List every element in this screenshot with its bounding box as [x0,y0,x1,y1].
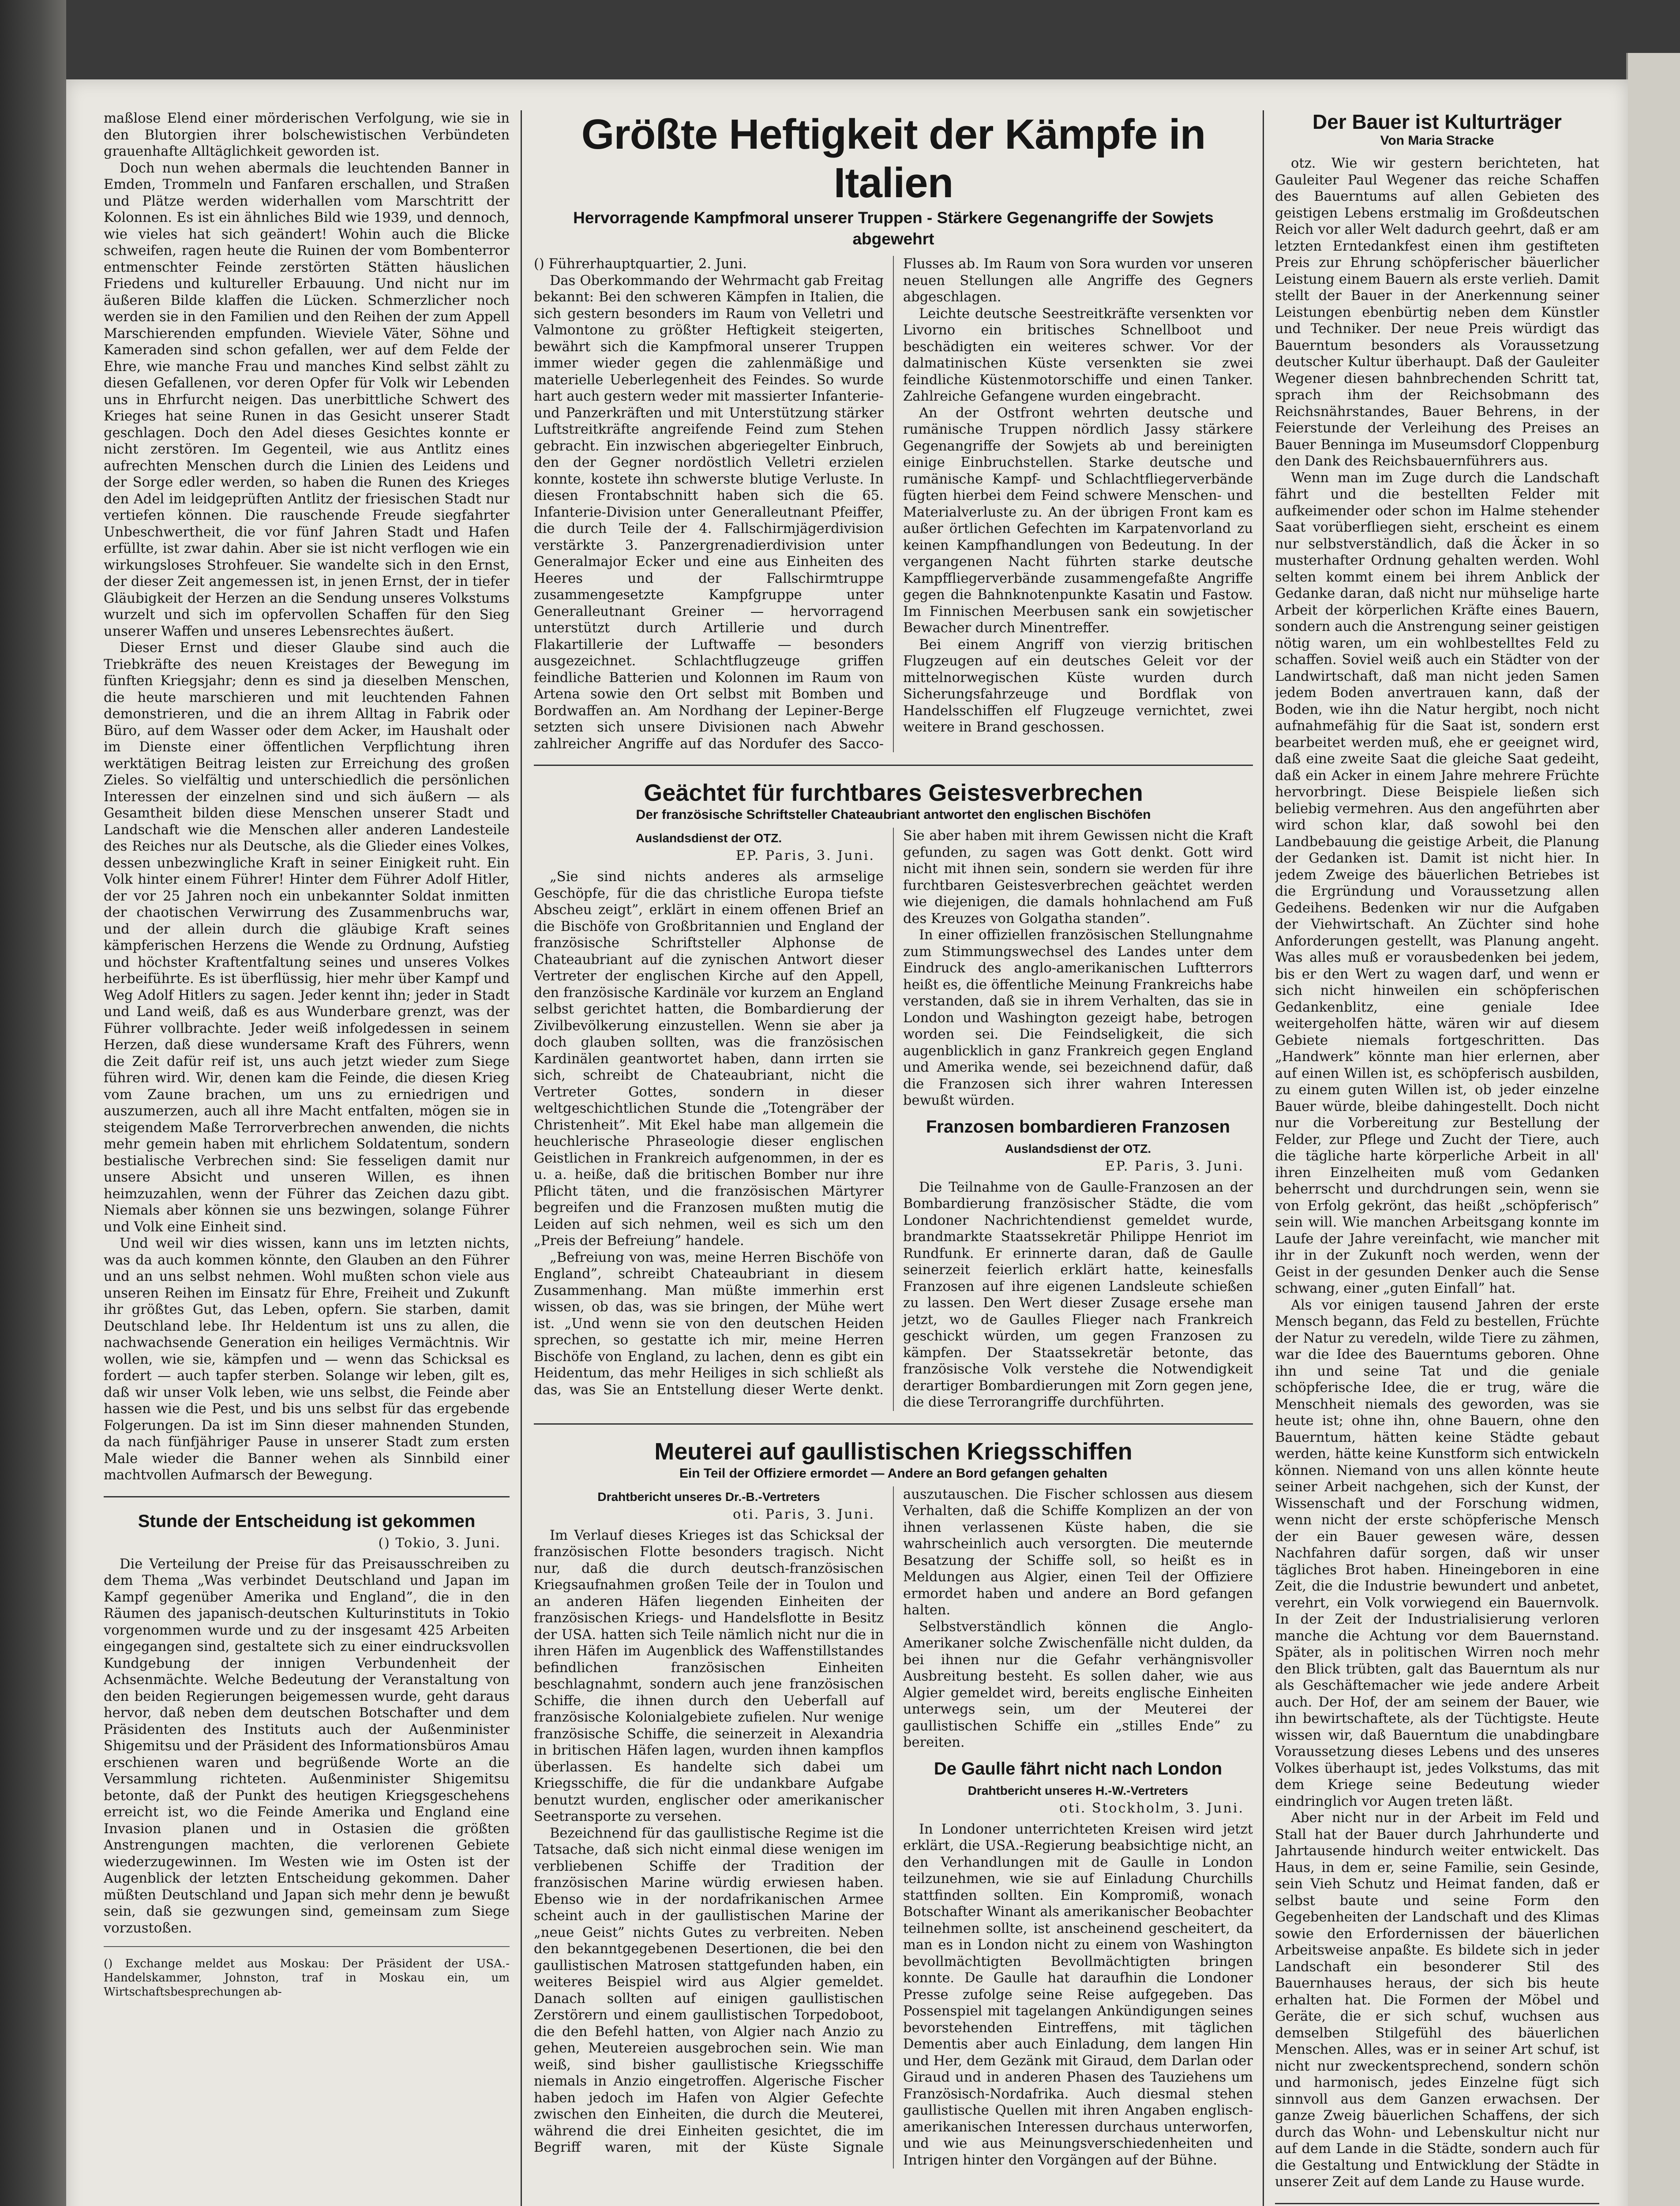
section-divider [104,1496,510,1497]
column-rule [521,110,522,2206]
article-source: Drahtbericht unseres H.-W.-Vertreters [968,1783,1189,1797]
section-divider [534,1423,1253,1425]
article-headline: Meuterei auf gaullistischen Kriegsschiffen [654,1438,1132,1465]
section-divider [1275,2203,1599,2204]
article-paragraph: Das Oberkommando der Wehrmacht gab Freitag bekannt: Bei den schweren Kämpfen in Italien, die sich gestern besonders im Raum von Velletri und Valmontone zu größter Heftigkeit steigerten, bewährt sich die Kampfmoral unserer Truppen immer wieder gegen die zahlenmäßige und materielle Ueberlegenheit des Feindes. So wurde hart auch gestern weder mit massierter Infanterie- und Panzerkräften und mit Unterstützung stärker Luftstreitkräfte angreifende Feind zum Stehen gebracht. Ein inzwischen abgeriegelter Einbruch, den der Gegner nordöstlich Velletri erzielen konnte, kostete ihn schwerste blutige Verluste. In diesen Frontabschnitt haben sich die 65. Infanterie-Division unter Generalleutnant Pfeiffer, die durch Teile der 4. Fallschirmjägerdivision verstärkte 3. Panzergrenadierdivision unter Generalmajor Ecker und eine aus Einheiten des Heeres und der Fallschirmtruppe zusammengesetzte Kampfgruppe unter Generalleutnant Greiner — hervorragend unterstützt durch Artillerie und durch Flakartillerie der Luftwaffe — besonders ausgezeichnet. Schlachtflugzeuge griffen feindliche Batterien und Kolonnen im Raum von Artena sowie den Ort selbst mit Bomben und Bordwaffen an. Am Nordhang der Lepiner-Berge setzten sich unsere Divisionen nach Abwehr zahlreicher Angriffe auf das Nordufer des Sacco-Flusses ab. Im Raum von Sora wurden vor unseren neuen Stellungen alle Angriffe des Gegners abgeschlagen. [534,256,1253,752]
article-subheadline: Der französische Schriftsteller Chateaubriant antwortet den englischen Bischöfen [636,807,1151,822]
article-dateline: EP. Paris, 3. Juni. [1105,1158,1244,1174]
article-paragraph: otz. Wie wir gestern berichteten, hat Gauleiter Paul Wegener das reiche Schaffen des Bauerntums auf allen Gebieten des geistigen Lebens erstmalig im Großdeutschen Reich vor aller Welt dadurch geehrt, daß er am letzten Erntedankfest einen ihm gestifteten Preis zur Ehrung schöpferischer bäuerlicher Leistung einem Bauern als erste verlieh. Damit stellt der Bauer in der Anerkennung seiner Leistungen ebenbürtig neben dem Künstler und Techniker. Der neue Preis würdigt das Bauerntum besonders als Voraussetzung deutscher Kultur überhaupt. Daß der Gauleiter Wegener diesen bahnbrechenden Schritt tat, sprach ihm der Reichsobmann des Reichsnährstandes, Bauer Behrens, in der Feierstunde der Verleihung des Preises an Bauer Benninga im Museumsdorf Cloppenburg den Dank des Reichsbauernführers aus. [1275,156,1599,469]
article-paragraph: Wenn man im Zuge durch die Landschaft fährt und die bestellten Felder mit aufkeimender oder schon im Halme stehender Saat vorüberfliegen sieht, erscheint es einem nur selbstverständlich, daß die Äcker in so musterhafter Ordnung gehalten werden. Wohl selten kommt einem bei ihrem Anblick der Gedanke daran, daß nicht nur mühselige harte Arbeit der körperlichen Kräfte eines Bauern, sondern auch die Anstrengung seiner geistigen nötig waren, um ein wohlbestelltes Feld zu schaffen. Soviel weiß auch ein Städter von der Landwirtschaft, daß man nicht jeden Samen jedem Boden anvertrauen kann, daß der Boden, wie ihn die Natur hergibt, noch nicht aufnahmefähig für die Saat ist, sondern erst bearbeitet werden muß, ehe er geeignet wird, daß eine zweite Saat die gleiche Saat gedeiht, daß ein Acker in einem Jahre mehrere Früchte hervorbringt. Diese Beispiele ließen sich beliebig vermehren. Aus den angeführten aber wird schon klar, daß sowohl bei den Landbebauung die geistige Arbeit, die Planung der Gedanken ist. Damit ist nicht hier. In jedem Zweige des bäuerlichen Betriebes ist die Ergründung und Voraussetzung allen Gedeihens. Bedenken wir nur die Aufgaben der Viehwirtschaft. An Züchter sind hohe Anforderungen gestellt, was Planung angeht. Was alles muß er vorausbedenken bei jedem, bis er den Wert zu wagen darf, und wenn er sich nicht hinweilen ein schöpferischen Gedankenblitz, eine geniale Idee weitergeholfen hätte, wären wir auf diesem Gebiete niemals fortgeschritten. Das „Handwerk” könnte man hier erlernen, aber auf einen Willen ist, es schöpferisch ausbilden, zu einem guten Willen ist, ob jeder einzelne Bauer würde, bleibe dahingestellt. Doch nicht nur die Vorbereitung zur Bestellung der Felder, zur Pflege und Zucht der Tiere, auch die tägliche harte körperliche Arbeit in all' ihren Einzelheiten muß vom Gedanken beherrscht und durchdrungen sein, wenn sie von Erfolg gekrönt, das heißt „schöpferisch” sein will. Wie manchen Arbeitsgang konnte im Laufe der Jahre vereinfacht, wie mancher mit ihr in der Zukunft noch werden, wenn der Geist in der gesunden Denker auch die Sense schwang, einer „guten Einfall” hat. [1275,470,1599,1296]
article-dateline: oti. Paris, 3. Juni. [733,1506,875,1522]
article-dateline: () Tokio, 3. Juni. [378,1535,501,1551]
article-author: Von Maria Stracke [1380,133,1494,148]
article-paragraph: „Sie sind nichts anderes als armselige Geschöpfe, für die das christliche Europa tiefste Abscheu zeigt”, erklärt in einem offenen Brief an die Bischöfe von Großbritannien und England der französische Schriftsteller Alphonse de Chateaubriant auf die zynischen Antwort dieser Vertreter der englischen Kirche auf den Appell, den französische Kardinäle vor kurzem an England selbst gerichtet hatten, die Bombardierung der Zivilbevölkerung einzustellen. Wenn sie aber ja doch glauben sollten, was die französischen Kardinälen geantwortet haben, dann irrten sie sich, schreibt de Chateaubriant, nicht die Vertreter Gottes, sondern in dieser weltgeschichtlichen Stunde die „Totengräber der Christenheit”. Mit Ekel habe man allgemein die heuchlerische Phraseologie dieser englischen Geistlichen in Frankreich aufgenommen, in der es u. a. heiße, daß die britischen Bomber nur ihre Pflicht täten, und die französischen Märtyrer begreifen und die Franzosen mußten mutig die Leiden auf sich nehmen, weil es sich um den „Preis der Befreiung” handele. [534,869,884,1249]
article-paragraph: Im Verlauf dieses Krieges ist das Schicksal der französischen Flotte besonders tragisch. Nicht nur, daß die durch deutsch-französischen Kriegsaufnahmen großen Teile der in Toulon und an anderen Häfen liegenden Einheiten der französischen Kriegs- und Handelsflotte in Besitz der USA. hatten sich Teile nämlich nicht nur die in ihren Häfen im Augenblick des Waffenstillstandes befindlichen französischen Einheiten beschlagnahmt, sondern auch jene französischen Schiffe, die ihnen durch den Ueberfall auf französische Kolonialgebiete zufielen. Nur wenige französische Schiffe, die seinerzeit in Alexandria in britischen Häfen lagen, wurden ihnen kampflos überlassen. Es handelte sich dabei um Kriegsschiffe, die für die undankbare Aufgabe benutzt wurden, englischer oder amerikanischer Seetransporte zu versehen. [534,1527,884,1824]
main-subheadline: Hervorragende Kampfmoral unserer Truppen - Stärkere Gegenangriffe der Sowjets abgewehrt [573,209,1214,248]
footnote: () Exchange meldet aus Moskau: Der Präsident der USA.-Handelskammer, Johnston, traf in Moskau ein, um Wirtschaftsbesprechungen ab- [104,1957,510,1999]
article-paragraph: Bezeichnend für das gaullistische Regime ist die Tatsache, daß sich nicht einmal diese wenigen im verbliebenen Schiffe der Tradition der französischen Marine würdig erwiesen haben. Ebenso wie in der nordafrikanischen Armee scheint auch in der gaullistischen Marine der „neue Geist” nichts Gutes zu verbreiten. Neben den bekanntgegebenen Desertionen, die bei den gaullistischen Matrosen stattgefunden haben, ein weiteres Beispiel wird aus Algier gemeldet. Danach sollten auf einigen gaullistischen Zerstörern und einem gaullistischen Torpedoboot, die den Befehl hatten, von Algier nach Anzio zu gehen, Meutereien ausgebrochen sein. Wie man weiß, sind bisher gaullistische Kriegsschiffe niemals in Anzio eingetroffen. Algerische Fischer haben jedoch im Hafen von Algier Gefechte zwischen den Einheiten, die durch die Meuterei, während die drei Einheiten gesichtet, die im Begriff waren, mit der Küste Signale auszutauschen. Die Fischer schlossen aus diesem Verhalten, daß die Schiffe Komplizen an der von ihnen verlassenen Küste haben, die sie wahrscheinlich auch versorgten. Die meuternde Besatzung der Schiffe soll, so heißt es in Meldungen aus Algier, einen Teil der Offiziere ermordet haben und andere an Bord gefangen halten. [534,1486,1253,2155]
continued-paragraph: Und weil wir dies wissen, kann uns im letzten nichts, was da auch kommen könnte, den Glauben an den Führer und an uns selbst nehmen. Wohl mußten schon viele aus unseren Reihen im Einsatz für Ehre, Freiheit und Zukunft ihr größtes Gut, das Leben, opfern. Sie starben, damit Deutschland lebe. Ihr Heldentum ist uns zu allen, die nachwachsende Generation ein heiliges Vermächtnis. Wir wollen, wie sie, kämpfen und — wenn das Schicksal es fordert — auch tapfer sterben. Solange wir leben, gilt es, daß wir unser Volk leben, wie uns selbst, die Feinde aber hassen wie die Pest, und bis uns selbst für das ergebende Folgerungen. Da ist im Sinn dieser mahnenden Stunden, da nach fünfjähriger Pause in unserer Stadt zum ersten Male wieder die Banner wehen als Sinnbild einer machtvollen Aufmarsch der Bewegung. [104,1236,510,1483]
continued-paragraph: Dieser Ernst und dieser Glaube sind auch die Triebkräfte des neuen Kreistages der Bewegung im fünften Kriegsjahr; denn es sind ja dieselben Menschen, die heute marschieren und mit leuchtenden Fahnen demonstrieren, und die an ihrem Alltag in Fabrik oder Büro, auf dem Wasser oder dem Acker, im Haushalt oder im Dienste einer öffentlichen Verpflichtung ihren werktätigen Beitrag leisten zur Erreichung des großen Zieles. So vielfältig und unterschiedlich die persönlichen Interessen der einzelnen sind und sich äußern — als Gesamtheit bilden diese Menschen unserer Stadt und Landschaft wie die Menschen aller anderen Landesteile des Reiches nur als Deutsche, als die Glieder eines Volkes, dessen unbezwingliche Kraft in seiner Einigkeit ruht. Ein Volk hinter einem Führer! Hinter dem Führer Adolf Hitler, der vor 25 Jahren noch ein unbekannter Soldat inmitten der chaotischen Verwirrung des Zusammenbruchs war, und der allein durch die gläubige Kraft seines kämpferischen Herzens die Wende zu Ordnung, Aufstieg und höchster Kraftentfaltung seines und unseres Volkes herbeiführte. Es ist überflüssig, hier mehr über Kampf und Weg Adolf Hitlers zu sagen. Jeder kennt ihn; jeder in Stadt und Land weiß, daß es aus Wunderbare grenzt, was der Führer vollbrachte. Jeder weiß infolgedessen in seinem Herzen, daß diese wundersame Kraft des Führers, wenn die Zeit dafür reif ist, uns auch jetzt wieder zum Siege führen wird. Wir, denen kam die Feinde, die diesen Krieg vom Zaune brachen, um uns zu erniedrigen und auszumerzen, auch all ihre Macht entfalten, mögen sie in steigendem Maße Terrorverbrechen anwenden, die nichts mehr gemein haben mit ehrlichem Soldatentum, sondern bestialische Verbrechen sind: Sie fesseligen damit nur unsere Absicht und unseren Willen, es ihnen heimzuzahlen, wenn der Führer das Zeichen dazu gibt. Niemals aber können sie uns bezwingen, solange Führer und Volk eine Einheit sind. [104,640,510,1235]
article-headline: Franzosen bombardieren Franzosen [926,1117,1230,1137]
footnote-divider [104,1946,510,1947]
right-column [1275,110,1599,2206]
article-paragraph: Leichte deutsche Seestreitkräfte versenkten vor Livorno ein britisches Schnellboot und beschädigten ein weiteres schwer. Vor der dalmatinischen Küste versenkten sie zwei feindliche Küstenmotorschiffe und einen Tanker. Zahlreiche Gefangene wurden eingebracht. [903,306,1253,404]
article-dateline: EP. Paris, 3. Juni. [735,848,875,863]
center-column [534,110,1253,2206]
article-headline: De Gaulle fährt nicht nach London [934,1759,1222,1778]
article-headline: Stunde der Entscheidung ist gekommen [138,1511,476,1531]
article-paragraph: Selbstverständlich können die Anglo-Amerikaner solche Zwischenfälle nicht dulden, da bei ihnen nur die Gefahr verhängnisvoller Ausbreitung besteht. Es sollen daher, wie aus Algier gemeldet wird, bereits englische Einheiten unterwegs sein, um der Meuterei der gaullistischen Schiffe ein „stilles Ende” zu bereiten. [903,1619,1253,1750]
article-headline: Der Bauer ist Kulturträger [1312,110,1562,133]
article-subheadline: Ein Teil der Offiziere ermordet — Andere an Bord gefangen gehalten [679,1466,1108,1481]
adjacent-page-edge [1626,53,1680,2206]
section-divider [534,765,1253,766]
article-source: Auslandsdienst der OTZ. [635,831,782,845]
continued-paragraph: Doch nun wehen abermals die leuchtenden Banner in Emden, Trommeln und Fanfaren erschallen, und Straßen und Plätze werden widerhallen vom Marschtritt der Kolonnen. Es ist ein ähnliches Bild wie 1939, und dennoch, wie vieles hat sich geändert! Wohin auch die Blicke schweifen, ragen heute die Ruinen der vom Bombenterror entmenschter Feinde zerstörten Stätten häuslichen Friedens und kultureller Erbauung. Und nicht nur im äußeren Bilde klaffen die Lücken. Schmerzlicher noch werden sie in den Familien und den Reihen der zum Appell Marschierenden empfunden. Wieviele Väter, Söhne und Kameraden sind schon gefallen, wer auf dem Felde der Ehre, wie manche Frau und manches Kind selbst zählt zu diesen Gefallenen, vor deren Opfer für Volk wir Lebenden uns in Ehrfurcht neigen. Das unerbittliche Schwert des Krieges hat seine Runen in das Gesicht unserer Stadt geschlagen. Doch den Adel dieses Gesichtes konnte er nicht zerstören. Im Gegenteil, wie aus Antlitz eines aufrechten Menschen durch die Linien des Leidens und der Sorge edler werden, so haben die Runen des Krieges den Adel im leidgeprüften Antlitz der friesischen Stadt nur vertiefen können. Die rauschende Freude siegfahrter Unbeschwertheit, die vor fünf Jahren Stadt und Hafen erfüllte, ist zwar dahin. Aber sie ist nicht verflogen wie ein wirkungsloses Strohfeuer. Sie wandelte sich in den Ernst, der dieser Zeit angemessen ist, in jenen Ernst, der in tiefer Gläubigkeit der Herzen an die Sendung unseres Volkstums wurzelt und sich im opfervollen Schaffen für den Sieg unserer Waffen und unseres Lebensrechtes äußert. [104,160,510,639]
article-paragraph: Als vor einigen tausend Jahren der erste Mensch begann, das Feld zu bestellen, Früchte der Natur zu veredeln, wilde Tiere zu zähmen, war die Idee des Bauerntums geboren. Ohne ihn und seine Tat und die geniale schöpferische Idee, die er trug, wäre die Menschheit niemals des geworden, was sie heute ist; ohne ihn, ohne Bauern, ohne den Bauerntum, hätten keine Städte gebaut werden, hätte keine Kunstform sich entwickeln können. Niemand von uns allen könnte heute seiner Arbeit nachgehen, sich der Kunst, der Wissenschaft und der Forschung widmen, wenn nicht der erste schöpferische Mensch der ein Bauer gewesen wäre, dessen Nachfahren dafür sorgen, daß wir unser tägliches Brot haben. Hineingeboren in eine Zeit, die die Industrie bewundert und anbetet, verehrt, ein Volk vorwiegend ein Bauernvolk. In der Zeit der Industrialisierung verloren manche die Achtung vor dem Bauernstand. Später, als in politischen Wirren noch mehr den Blick trübten, galt das Bauerntum als nur als Geschäftemacher wie jede andere Arbeit auch. Der Hof, der am seinem der Bauer, wie ihn bewirtschaftete, als der Tüchtigste. Heute wissen wir, daß Bauerntum die unabdingbare Voraussetzung dieses Lebens und des unseres Volkes überhaupt ist, jedes Volkstums, das mit dem Kriege seine Bedeutung wieder eindringlich vor Augen treten läßt. [1275,1297,1599,1809]
article-paragraph: Die Teilnahme von de Gaulle-Franzosen an der Bombardierung französischer Städte, die vom Londoner Nachrichtendienst gemeldet wurde, brandmarkte Staatssekretär Philippe Henriot im Rundfunk. Er erinnerte daran, daß de Gaulle seinerzeit feierlich erklärt hatte, keinesfalls Franzosen auf ihre eigenen Landsleute schießen zu lassen. Den Wert dieser Zusage ersehe man jetzt, wo de Gaulles Flieger nach Frankreich geschickt würden, um gegen Franzosen zu kämpfen. Der Staatssekretär betonte, das französische Volk verstehe die Notwendigkeit derartiger Bombardierungen mit Zorn gegen jene, die diese Terrorangriffe durchführten. [903,1179,1253,1410]
article-body [534,1486,1253,2169]
article-headline: Geächtet für furchtbares Geistesverbrechen [644,780,1143,806]
article-body [534,828,1253,1411]
page-binding-edge [0,0,66,2206]
column-rule [1263,110,1264,2206]
newspaper-page [66,79,1628,2206]
article-paragraph: Die Verteilung der Preise für das Preisausschreiben zu dem Thema „Was verbindet Deutschland und Japan im Kampf gegenüber Amerika und England”, die in den Räumen des japanisch-deutschen Kulturinstituts in Tokio vorgenommen wurde und zu der insgesamt 425 Arbeiten eingegangen sind, gestaltete sich zu einer eindrucksvollen Kundgebung der innigen Verbundenheit der Achsenmächte. Welche Bedeutung der Veranstaltung von den beiden Regierungen beigemessen wurde, geht daraus hervor, daß neben dem deutschen Botschafter und dem Präsidenten des Instituts auch der Außenminister Shigemitsu und der Präsident des Informationsbüros Amau erschienen waren und begrüßende Worte an die Versammlung richteten. Außenminister Shigemitsu betonte, daß der Punkt des heutigen Kriegsgeschehens erreicht ist, wo die Feinde Amerika und England eine Invasion planen und in Ostasien die größten Anstrengungen machten, die verlorenen Gebiete wiederzugewinnen. Im Westen wie im Osten ist der Augenblick der letzten Entscheidung gekommen. Daher müßten Deutschland und Japan sich mehr denn je bewußt sein, daß sie gezwungen sind, gemeinsam zum Siege vorzustoßen. [104,1556,510,1936]
article-body [534,256,1253,752]
article-paragraph: In Londoner unterrichteten Kreisen wird jetzt erklärt, die USA.-Regierung beabsichtige nicht, an den Verhandlungen mit de Gaulle in London teilzunehmen, wie sie auf Einladung Churchills stattfinden sollten. Ein Kompromiß, wonach Botschafter Winant als amerikanischer Beobachter teilnehmen sollte, ist anscheinend gescheitert, da man es in London nicht zu einem von Washington bevollmächtigten Bevollmächtigten bringen konnte. De Gaulle hat daraufhin die Londoner Presse zufolge seine Reise aufgegeben. Das Possenspiel mit tagelangen Ankündigungen seines bevorstehenden Eintreffens, mit täglichen Dementis aber auch Einladung, dem langen Hin und Her, dem Gezänk mit Giraud, dem Darlan oder Giraud und in anderen Phasen des Tauziehens um Französisch-Nordafrika. Auch diesmal stehen gaullistische Quellen mit ihren Angaben englisch-amerikanischen Interessen durchaus unterworfen, und wie aus Meinungsverschiedenheiten und Intrigen hinter den Vorgängen auf der Bühne. [903,1821,1253,2168]
article-paragraph: Bei einem Angriff von vierzig britischen Flugzeugen auf ein deutsches Geleit vor der mittelnorwegischen Küste wurden durch Sicherungsfahrzeuge und Bordflak von Handelsschiffen elf Flugzeuge vernichtet, zwei weitere in Brand geschossen. [903,637,1253,735]
article-paragraph: An der Ostfront wehrten deutsche und rumänische Truppen nördlich Jassy stärkere Gegenangriffe der Sowjets ab und bereinigten einige Einbruchstellen. Starke deutsche und rumänische Kampf- und Schlachtfliegerverbände fügten hierbei dem Feind schwere Menschen- und Materialverluste zu. An der übrigen Front kam es außer örtlichen Gefechten im Karpatenvorland zu keinen Kampfhandlungen von Bedeutung. In der vergangenen Nacht führten starke deutsche Kampffliegerverbände zusammengefaßte Angriffe gegen die Bahnknotenpunkte Kasatin und Fastow. Im Finnischen Meerbusen sank ein sowjetischer Bewacher durch Minentreffer. [903,405,1253,636]
continued-paragraph: maßlose Elend einer mörderischen Verfolgung, wie sie in den Blutorgien ihrer bolschewistischen Verbündeten grauenhafte Alltäglichkeit geworden ist. [104,111,510,159]
article-source: Drahtbericht unseres Dr.-B.-Vertreters [597,1489,820,1504]
article-source: Auslandsdienst der OTZ. [1005,1141,1151,1156]
article-dateline: () Führerhauptquartier, 2. Juni. [534,256,747,272]
article-paragraph: In einer offiziellen französischen Stellungnahme zum Stimmungswechsel des Landes unter dem Eindruck des anglo-amerikanischen Luftterrors heißt es, die öffentliche Meinung Frankreichs habe verstanden, daß sie in ihrem Verhalten, das sie in London und Washington gezeigt habe, betrogen worden sei. Die Feindseligkeit, die sich augenblicklich in ganz Frankreich gegen England und Amerika wende, sei bezeichnend dafür, daß die Franzosen sich ihrer wahren Interessen bewußt würden. [903,927,1253,1108]
left-column [104,110,510,2206]
article-paragraph: Aber nicht nur in der Arbeit im Feld und Stall hat der Bauer durch Jahrhunderte und Jahrtausende hindurch weiter entwickelt. Das Haus, in dem er, seine Familie, sein Gesinde, sein Vieh Schutz und Heimat fanden, daß er selbst baute und seine Form den Gegebenheiten der Landschaft und des Klimas sowie den Erfordernissen der bäuerlichen Arbeitsweise anpaßte. Es bildete sich in jeder Landschaft ein besonderer Stil des Bauernhauses heraus, der sich bis heute erhalten hat. Die Formen der Möbel und Geräte, die er sich schuf, wuchsen aus demselben Stilgefühl des bäuerlichen Menschen. Alles, was er in seiner Art schuf, ist nicht nur zweckentsprechend, sondern schön und harmonisch, jedes Einzelne fügt sich sinnvoll aus dem Ganzen erwachsen. Der ganze Zweig bäuerlichen Schaffens, der sich durch das Wohn- und Lebenskultur nicht nur auf dem Lande in die Städte, sondern auch für die Gestaltung und Entwicklung der Städte in unserer Zeit auf dem Lande zu Hause wurde. [1275,1810,1599,2190]
article-paragraph: „Befreiung von was, meine Herren Bischöfe von England”, schreibt Chateaubriant in diesem Zusammenhang. Man müßte immerhin erst wissen, ob das, was sie bringen, der Mühe wert ist. „Und wenn sie von den deutschen Heiden sprechen, so gestatte ich mir, meine Herren Bischöfe von England, zu lachen, denn es gibt ein Heidentum, das mehr Heiliges in sich schließt als das, was Sie an Entstellung dieser Werte denkt. Sie aber haben mit ihrem Gewissen nicht die Kraft gefunden, zu sagen was Gott denkt. Gott wird nicht mit ihnen sein, sondern sie werden für ihre furchtbaren Geistesverbrechen geächtet werden wie diejenigen, die damals hohnlachend am Fuß des Kreuzes von Golgatha standen”. [534,828,1253,1398]
article-dateline: oti. Stockholm, 3. Juni. [1059,1800,1244,1816]
main-headline: Größte Heftigkeit der Kämpfe in Italien [581,111,1206,206]
